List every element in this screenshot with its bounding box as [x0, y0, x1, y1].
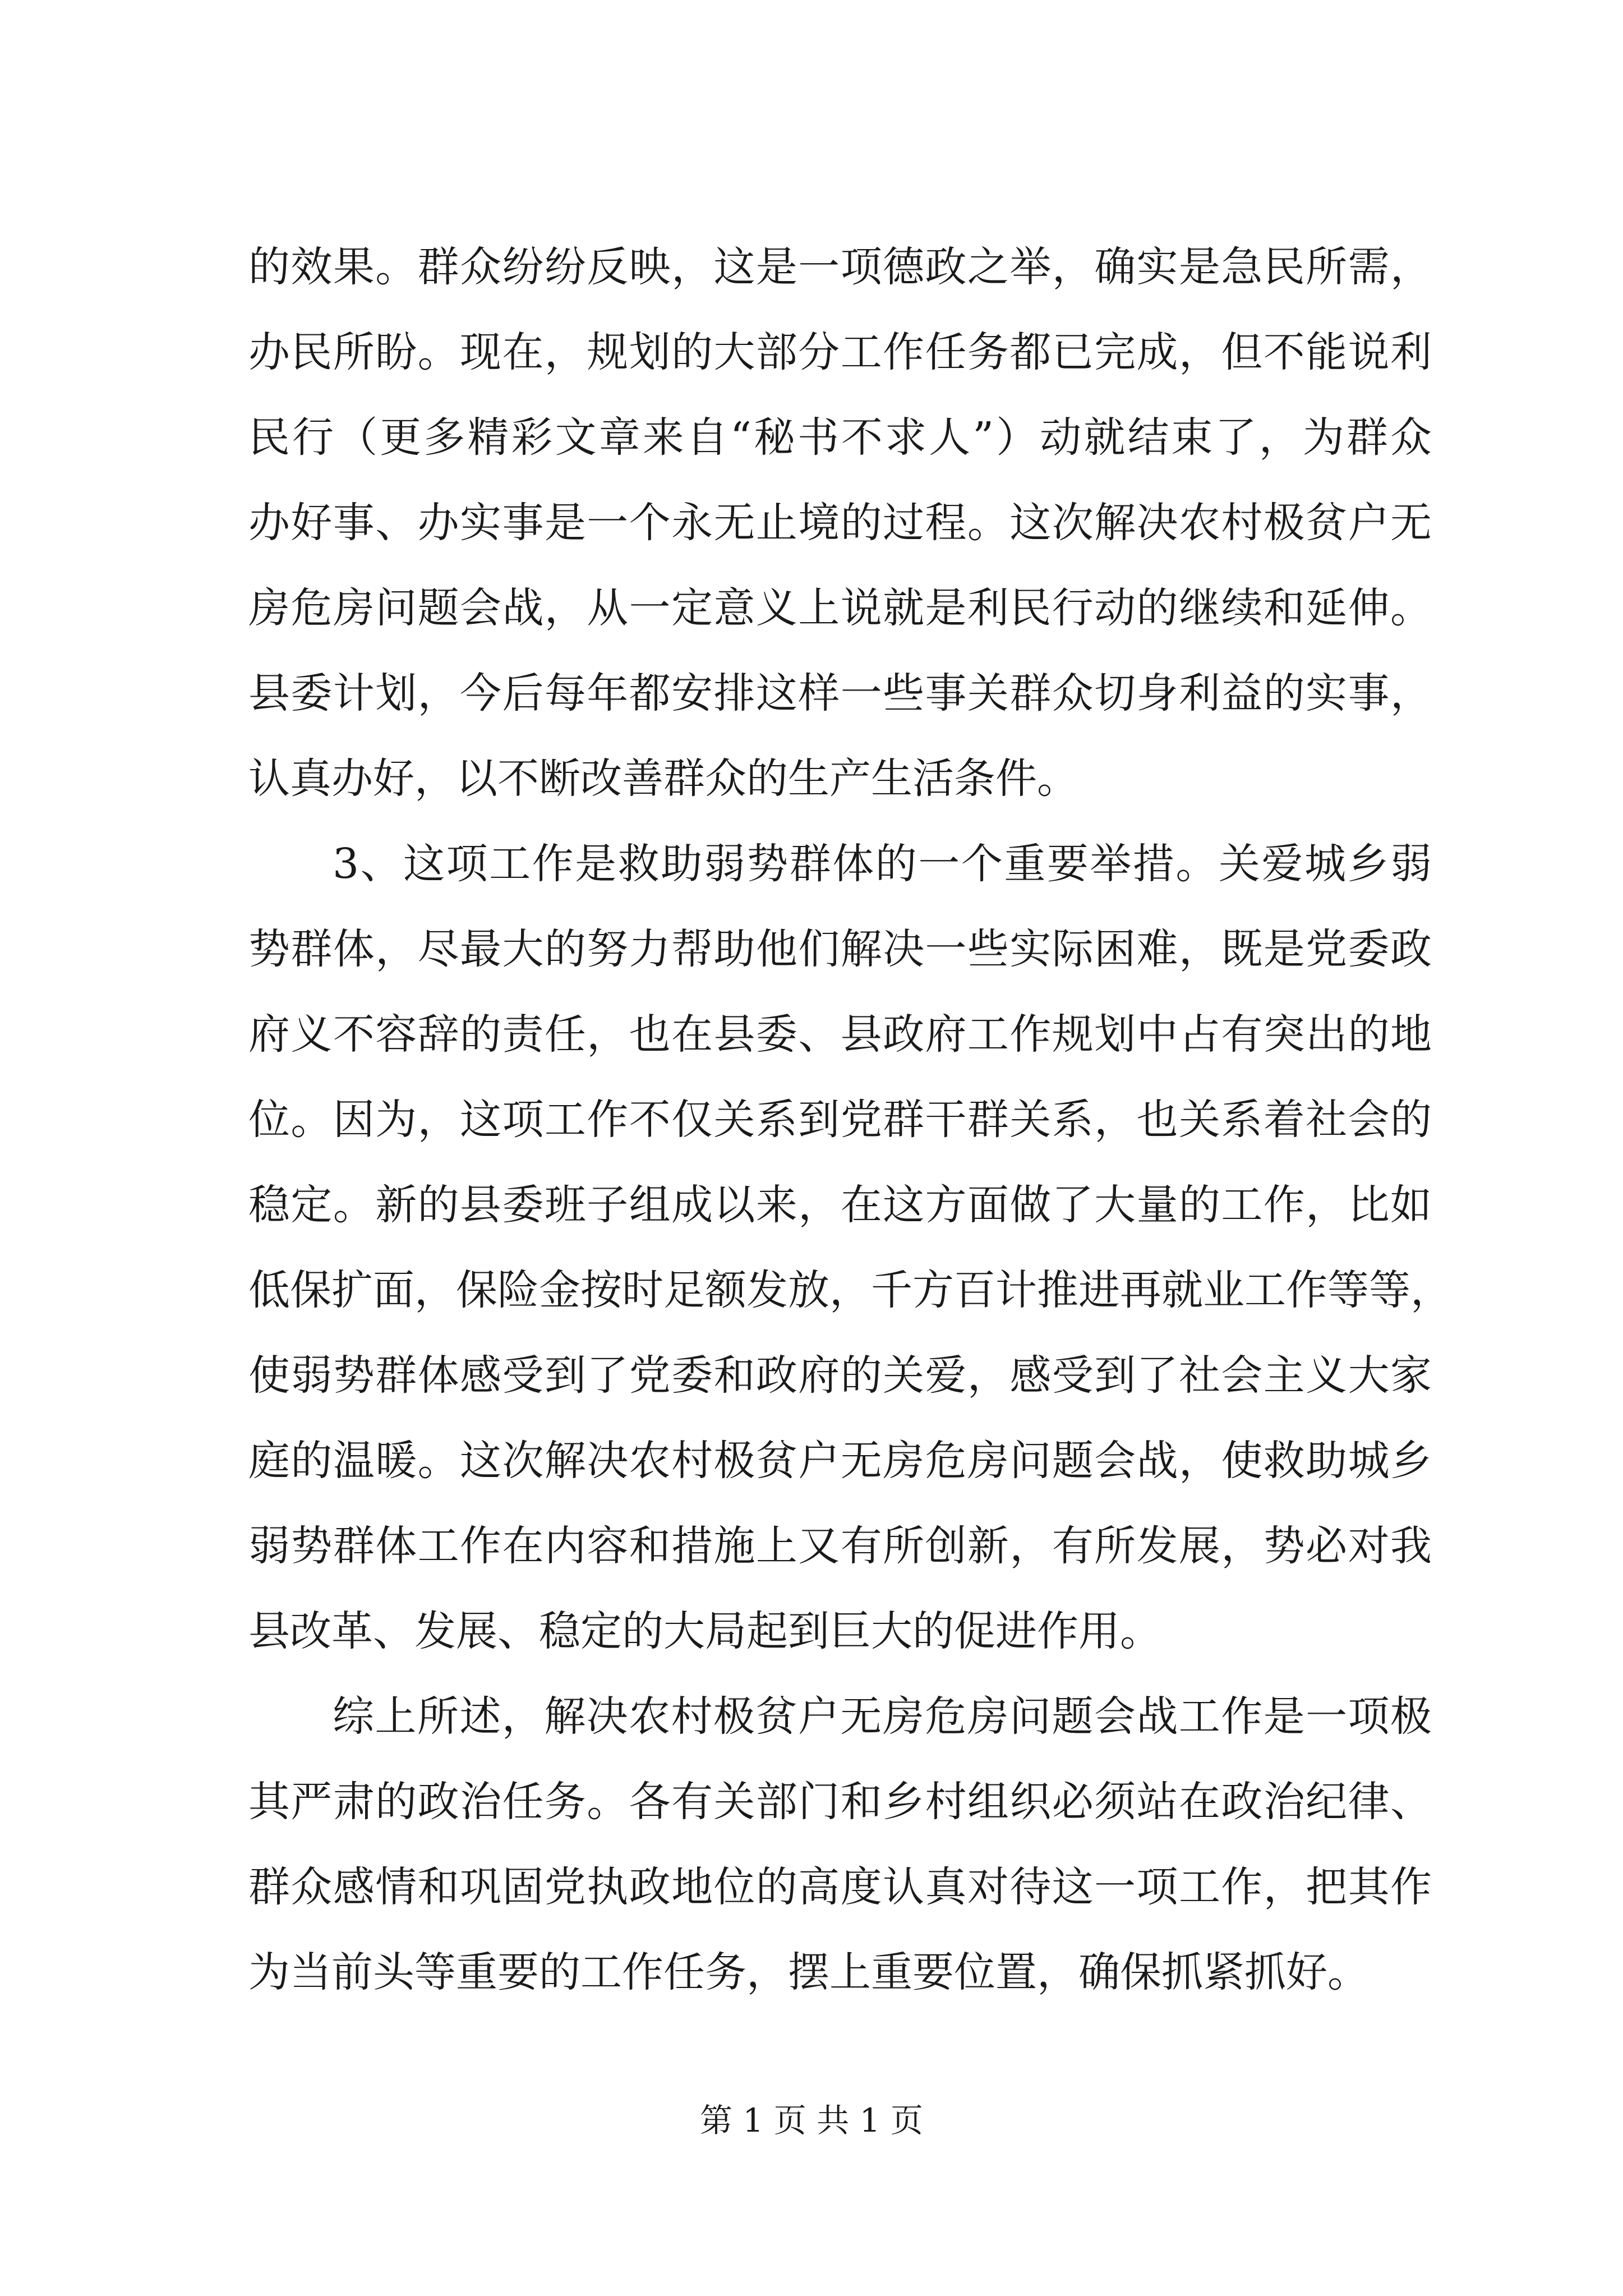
body-line: 办民所盼。现在，规划的大部分工作任务都已完成，但不能说利	[248, 328, 1432, 376]
body-line: 县委计划，今后每年都安排这样一些事关群众切身利益的实事，	[248, 669, 1432, 717]
paragraph-start-line: 3、这项工作是救助弱势群体的一个重要举措。关爱城乡弱	[333, 840, 1432, 888]
body-line: 势群体，尽最大的努力帮助他们解决一些实际困难，既是党委政	[248, 925, 1432, 973]
page-footer	[0, 2098, 1623, 2143]
body-line: 稳定。新的县委班子组成以来，在这方面做了大量的工作，比如	[248, 1181, 1432, 1229]
body-line: 群众感情和巩固党执政地位的高度认真对待这一项工作，把其作	[248, 1863, 1432, 1911]
body-line: 认真办好，以不断改善群众的生产生活条件。	[248, 754, 1078, 803]
body-line: 的效果。群众纷纷反映，这是一项德政之举，确实是急民所需，	[248, 243, 1432, 291]
body-line: 弱势群体工作在内容和措施上又有所创新，有所发展，势必对我	[248, 1522, 1432, 1570]
body-line: 办好事、办实事是一个永无止境的过程。这次解决农村极贫户无	[248, 499, 1432, 547]
body-line: 使弱势群体感受到了党委和政府的关爱，感受到了社会主义大家	[248, 1351, 1432, 1400]
page-number: 第 1 页 共 1 页	[700, 2101, 923, 2139]
body-line: 府义不容辞的责任，也在县委、县政府工作规划中占有突出的地	[248, 1010, 1432, 1059]
body-line: 民行（更多精彩文章来自“秘书不求人”）动就结束了，为群众	[248, 413, 1432, 462]
body-line: 位。因为，这项工作不仅关系到党群干群关系，也关系着社会的	[248, 1096, 1432, 1144]
body-line: 其严肃的政治任务。各有关部门和乡村组织必须站在政治纪律、	[248, 1778, 1432, 1826]
body-line: 为当前头等重要的工作任务，摆上重要位置，确保抓紧抓好。	[248, 1948, 1369, 1996]
body-line: 县改革、发展、稳定的大局起到巨大的促进作用。	[248, 1607, 1161, 1655]
body-line: 房危房问题会战，从一定意义上说就是利民行动的继续和延伸。	[248, 584, 1432, 632]
body-line: 庭的温暖。这次解决农村极贫户无房危房问题会战，使救助城乡	[248, 1437, 1432, 1485]
document-body	[248, 224, 1452, 2015]
body-line: 低保扩面，保险金按时足额发放，千方百计推进再就业工作等等，	[248, 1266, 1452, 1314]
paragraph-start-line: 综上所述，解决农村极贫户无房危房问题会战工作是一项极	[333, 1692, 1432, 1741]
